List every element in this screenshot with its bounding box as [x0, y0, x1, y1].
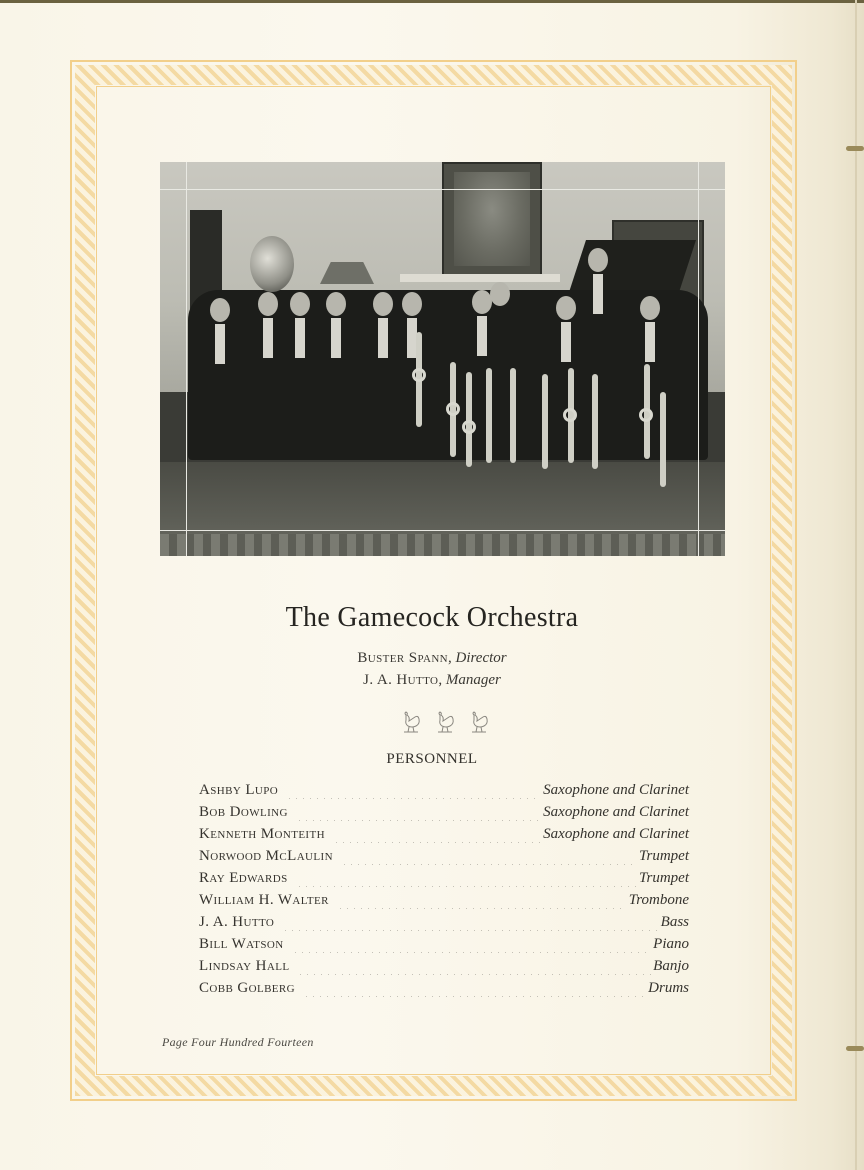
member-instrument: Saxophone and Clarinet: [543, 804, 689, 820]
director-name: Buster Spann: [357, 650, 449, 666]
member-name: Bill Watson: [199, 936, 284, 952]
saxophone-bell: [639, 408, 653, 422]
personnel-row: [199, 782, 689, 804]
saxophone-bell: [462, 420, 476, 434]
personnel-row: [199, 936, 689, 958]
musician-head: [490, 282, 510, 306]
musician-head: [588, 248, 608, 272]
personnel-heading: PERSONNEL: [386, 751, 478, 767]
photo-mantel: [400, 274, 560, 282]
clarinet: [486, 368, 492, 463]
member-instrument: Trumpet: [638, 848, 689, 864]
member-name: Kenneth Monteith: [199, 826, 325, 842]
member-name: Bob Dowling: [199, 804, 288, 820]
musician-shirt: [645, 322, 655, 362]
photo-crop-mark: [160, 189, 725, 190]
rooster-ornament: [400, 710, 490, 736]
binding-staple: [846, 1046, 864, 1051]
clarinet: [660, 392, 666, 487]
photo-sousaphone: [250, 236, 294, 292]
photo-crop-mark: [160, 530, 725, 531]
page-top-edge: [0, 0, 864, 3]
personnel-row: [199, 958, 689, 980]
member-name: Ashby Lupo: [199, 782, 279, 798]
rooster-icon: [400, 711, 422, 735]
dot-leader: [303, 996, 646, 997]
member-name: William H. Walter: [199, 892, 329, 908]
dot-leader: [296, 886, 637, 887]
member-instrument: Drums: [648, 980, 689, 996]
separator: ,: [438, 672, 446, 688]
member-instrument: Piano: [653, 936, 689, 952]
separator: ,: [448, 650, 456, 666]
dot-leader: [337, 908, 627, 909]
musician-shirt: [561, 322, 571, 362]
musician-head: [402, 292, 422, 316]
dot-leader: [341, 864, 637, 865]
personnel-row: [199, 870, 689, 892]
musician-shirt: [593, 274, 603, 314]
photo-crop-mark: [186, 162, 187, 556]
orchestra-photo: [160, 162, 725, 556]
saxophone-bell: [446, 402, 460, 416]
dot-leader: [286, 798, 541, 799]
musician-head: [640, 296, 660, 320]
musician-head: [373, 292, 393, 316]
director-line: [0, 650, 864, 667]
dot-leader: [296, 820, 541, 821]
saxophone-bell: [412, 368, 426, 382]
musician-shirt: [378, 318, 388, 358]
personnel-row: [199, 826, 689, 848]
personnel-row: [199, 914, 689, 936]
manager-line: [0, 672, 864, 689]
member-name: Norwood McLaulin: [199, 848, 333, 864]
member-instrument: Trombone: [628, 892, 689, 908]
page-title: The Gamecock Orchestra: [285, 602, 579, 633]
personnel-row: [199, 848, 689, 870]
manager-name: J. A. Hutto: [363, 672, 439, 688]
dot-leader: [282, 930, 658, 931]
musician-head: [326, 292, 346, 316]
member-instrument: Bass: [660, 914, 689, 930]
personnel-row: [199, 980, 689, 1002]
musician-head: [472, 290, 492, 314]
clarinet: [592, 374, 598, 469]
member-instrument: Saxophone and Clarinet: [543, 782, 689, 798]
musician-head: [556, 296, 576, 320]
personnel-list: [199, 782, 689, 1002]
member-instrument: Banjo: [653, 958, 689, 974]
manager-role: Manager: [445, 672, 501, 688]
musician-shirt: [215, 324, 225, 364]
dot-leader: [333, 842, 541, 843]
clarinet: [510, 368, 516, 463]
rooster-icon: [468, 711, 490, 735]
member-instrument: Trumpet: [638, 870, 689, 886]
musician-shirt: [295, 318, 305, 358]
dot-leader: [292, 952, 652, 953]
member-name: Cobb Golberg: [199, 980, 296, 996]
rooster-icon: [434, 711, 456, 735]
musician-head: [210, 298, 230, 322]
musician-head: [290, 292, 310, 316]
dot-leader: [297, 974, 651, 975]
personnel-row: [199, 892, 689, 914]
personnel-row: [199, 804, 689, 826]
clarinet: [542, 374, 548, 469]
musician-shirt: [263, 318, 273, 358]
photo-crop-mark: [698, 162, 699, 556]
saxophone-bell: [563, 408, 577, 422]
member-instrument: Saxophone and Clarinet: [543, 826, 689, 842]
page-number: Page Four Hundred Fourteen: [162, 1035, 314, 1049]
photo-painting: [442, 162, 542, 276]
member-name: Ray Edwards: [199, 870, 288, 886]
musician-shirt: [477, 316, 487, 356]
binding-staple: [846, 146, 864, 151]
member-name: Lindsay Hall: [199, 958, 290, 974]
musician-head: [258, 292, 278, 316]
musician-shirt: [331, 318, 341, 358]
member-name: J. A. Hutto: [199, 914, 275, 930]
director-role: Director: [455, 650, 507, 666]
photo-rug: [160, 534, 725, 556]
binding-edge: [855, 0, 857, 1170]
